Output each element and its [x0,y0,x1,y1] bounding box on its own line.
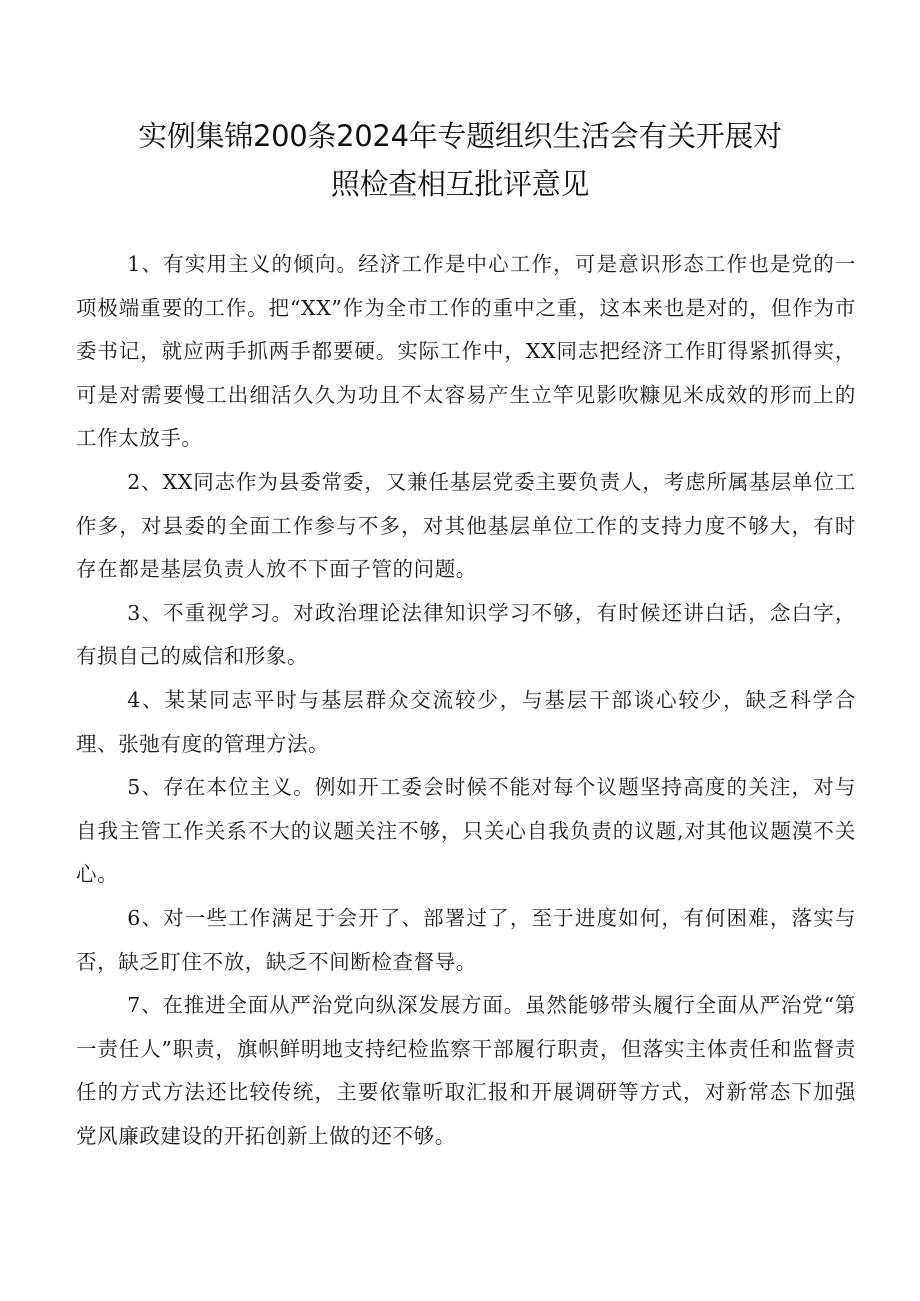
paragraph-7: 7、在推进全面从严治党向纵深发展方面。虽然能够带头履行全面从严治党“第一责任人”职责，旗帜鲜明地支持纪检监察干部履行职责，但落实主体责任和监督责任的方式方法还比较传统，主要依靠听取汇报和开展调研等方式，对新常态下加强党风廉政建设的开拓创新上做的还不够。 [76,993,856,1148]
document-body [76,243,856,1158]
paragraph-3: 3、不重视学习。对政治理论法律知识学习不够，有时候还讲白话，念白字，有损自己的威信和形象。 [76,600,856,669]
document-title [90,112,830,208]
title-line-2: 照检查相互批评意见 [330,167,590,201]
paragraph-2: 2、XX同志作为县委常委，又兼任基层党委主要负责人，考虑所属基层单位工作多，对县委的全面工作参与不多，对其他基层单位工作的支持力度不够大，有时存在都是基层负责人放不下面子管的问题。 [76,469,856,582]
paragraph-5: 5、存在本位主义。例如开工委会时候不能对每个议题坚持高度的关注，对与自我主管工作关系不大的议题关注不够，只关心自我负责的议题,对其他议题漠不关心。 [76,775,856,887]
paragraph-1: 1、有实用主义的倾向。经济工作是中心工作，可是意识形态工作也是党的一项极端重要的工作。把“XX”作为全市工作的重中之重，这本来也是对的，但作为市委书记，就应两手抓两手都要硬。实际工作中，XX同志把经济工作盯得紧抓得实，可是对需要慢工出细活久久为功且不太容易产生立竿见影吹糠见米成效的形而上的工作太放手。 [76,252,856,451]
paragraph-4: 4、某某同志平时与基层群众交流较少，与基层干部谈心较少，缺乏科学合理、张弛有度的管理方法。 [76,687,856,756]
title-line-1: 实例集锦200条2024年专题组织生活会有关开展对 [138,119,782,153]
paragraph-6: 6、对一些工作满足于会开了、部署过了，至于进度如何，有何困难，落实与否，缺乏盯住不放，缺乏不间断检查督导。 [76,905,856,974]
